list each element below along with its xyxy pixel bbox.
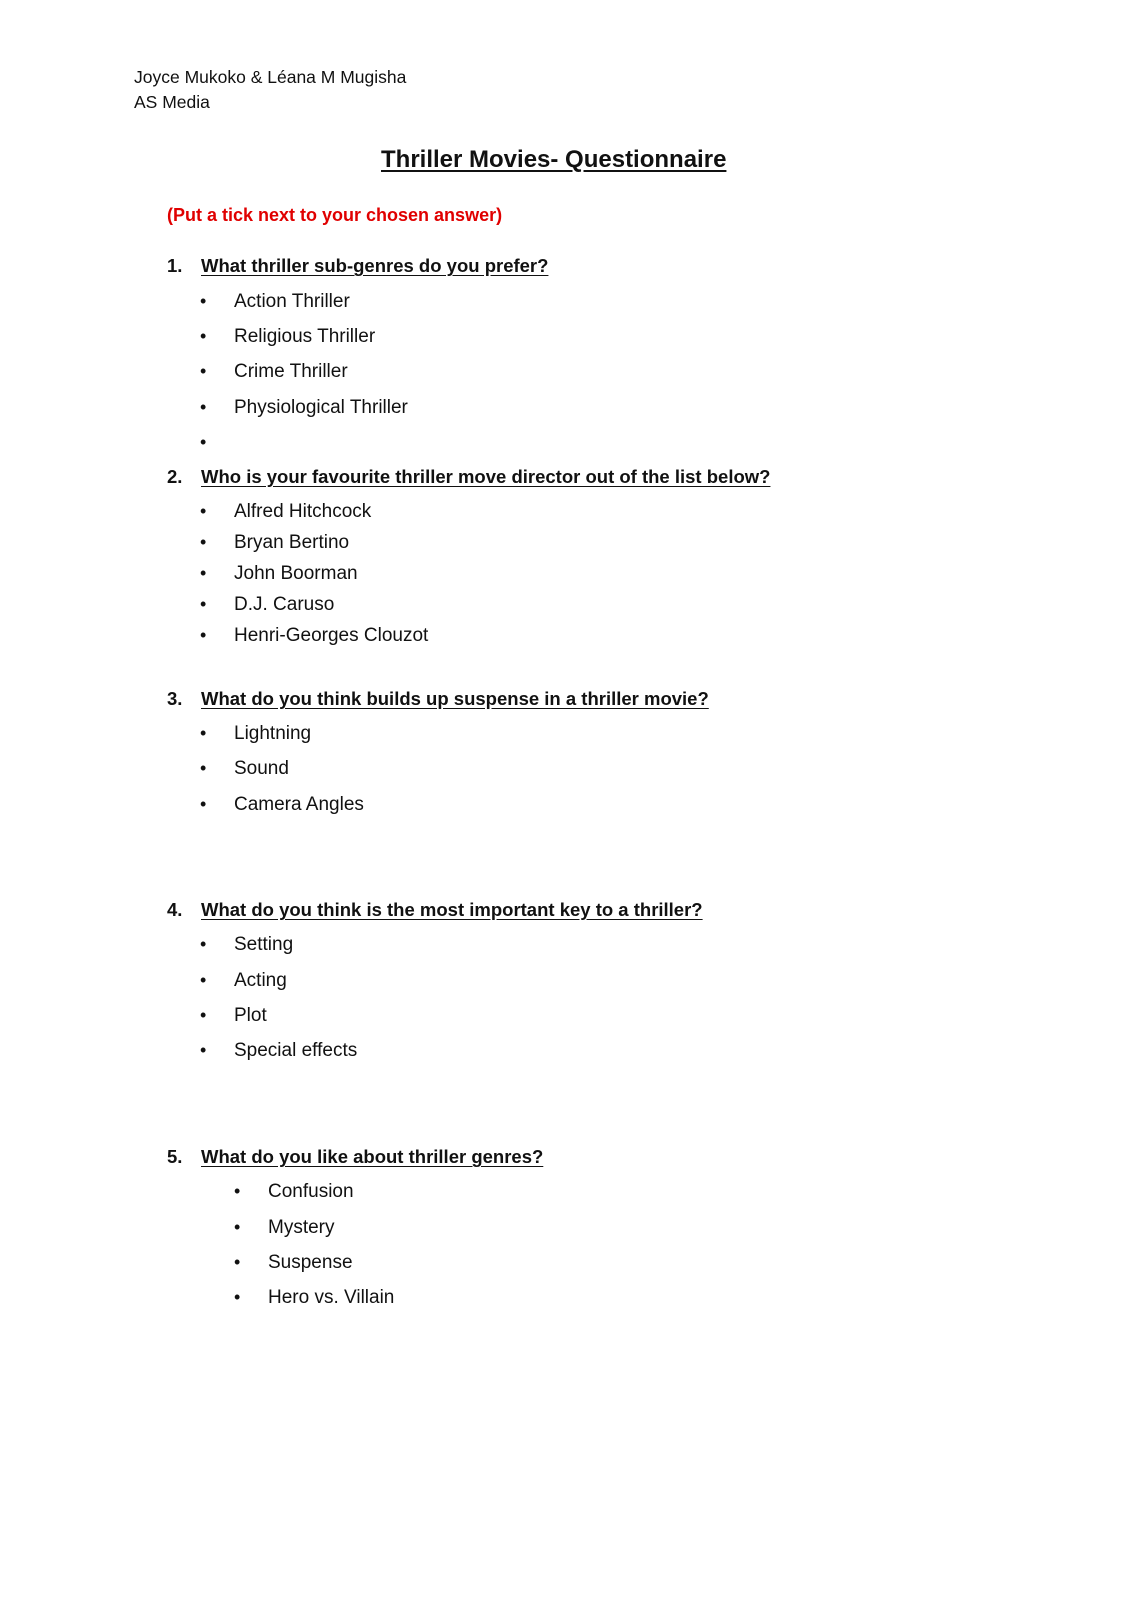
answer-option[interactable]: Bryan Bertino [234,532,350,553]
bullet-icon: • [200,723,207,743]
answer-option[interactable]: Confusion [268,1181,354,1202]
answer-option[interactable]: Alfred Hitchcock [234,501,372,522]
bullet-icon: • [200,291,207,311]
question-number: 5. [167,1146,183,1167]
bullet-icon: • [234,1252,241,1272]
answer-option[interactable]: John Boorman [234,563,358,584]
bullet-icon: • [200,594,207,614]
answer-option[interactable]: Mystery [268,1217,335,1238]
answer-option[interactable]: Physiological Thriller [234,397,408,418]
question-text: What do you like about thriller genres? [201,1146,544,1167]
question-number: 4. [167,899,183,920]
answer-option[interactable]: Suspense [268,1252,353,1273]
bullet-icon: • [200,794,207,814]
question-number: 1. [167,255,183,276]
question-text: What do you think builds up suspense in a thriller movie? [201,688,709,709]
answer-option[interactable]: Setting [234,934,294,955]
bullet-icon: • [200,625,207,645]
question-number: 2. [167,466,183,487]
bullet-icon: • [200,758,207,778]
answer-option[interactable]: Special effects [234,1040,358,1061]
answer-option[interactable]: Acting [234,970,287,991]
bullet-icon: • [200,501,207,521]
answer-option[interactable]: Henri-Georges Clouzot [234,625,429,646]
answer-option[interactable]: Lightning [234,723,312,744]
question-text: Who is your favourite thriller move director out of the list below? [201,466,771,487]
bullet-icon: • [200,563,207,583]
bullet-icon: • [200,432,207,452]
bullet-icon: • [234,1217,241,1237]
question-text: What do you think is the most important key to a thriller? [201,899,703,920]
bullet-icon: • [200,970,207,990]
question-text: What thriller sub-genres do you prefer? [201,255,549,276]
answer-option[interactable]: Plot [234,1005,267,1026]
bullet-icon: • [200,361,207,381]
authors: Joyce Mukoko & Léana M Mugisha [134,67,407,87]
answer-option[interactable]: Sound [234,758,289,779]
bullet-icon: • [200,326,207,346]
bullet-icon: • [200,397,207,417]
bullet-icon: • [200,1040,207,1060]
answer-option[interactable]: Action Thriller [234,291,350,312]
answer-option[interactable]: D.J. Caruso [234,594,335,615]
course: AS Media [134,92,210,112]
bullet-icon: • [200,532,207,552]
bullet-icon: • [234,1181,241,1201]
bullet-icon: • [200,1005,207,1025]
page-title: Thriller Movies- Questionnaire [381,146,727,173]
answer-option[interactable]: Crime Thriller [234,361,348,382]
bullet-icon: • [200,934,207,954]
instruction: (Put a tick next to your chosen answer) [167,205,503,225]
answer-option[interactable]: Camera Angles [234,794,364,815]
bullet-icon: • [234,1287,241,1307]
answer-option[interactable]: Hero vs. Villain [268,1287,395,1308]
question-number: 3. [167,688,183,709]
answer-option[interactable]: Religious Thriller [234,326,376,347]
